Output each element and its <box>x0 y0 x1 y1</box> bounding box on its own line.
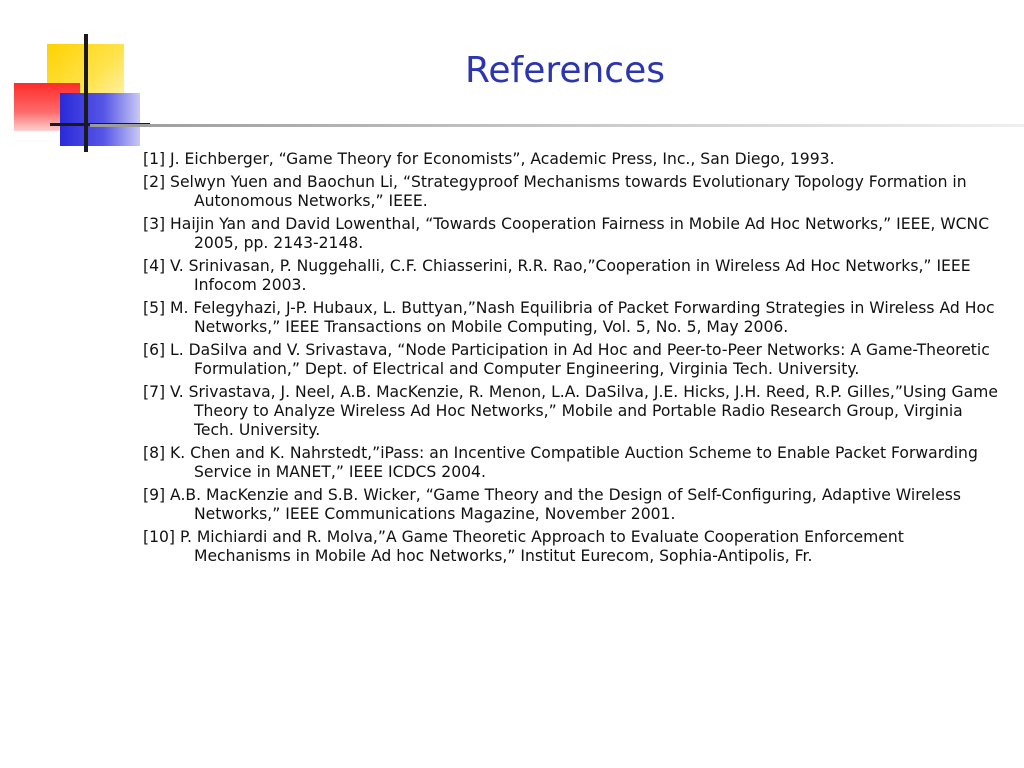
reference-item: [3] Haijin Yan and David Lowenthal, “Towards Cooperation Fairness in Mobile Ad Hoc Networks,” IEEE, WCNC 2005, pp. 2143-2148. <box>143 215 990 252</box>
reference-item: [10] P. Michiardi and R. Molva,”A Game Theoretic Approach to Evaluate Cooperation Enforcement Mechanisms in Mobile Ad hoc Networks,” Institut Eurecom, Sophia-Antipolis, Fr. <box>143 528 904 565</box>
reference-item: [5] M. Felegyhazi, J-P. Hubaux, L. Buttyan,”Nash Equilibria of Packet Forwarding Strategies in Wireless Ad Hoc Networks,” IEEE Transactions on Mobile Computing, Vol. 5, No. 5, May 2006. <box>143 299 995 336</box>
title-divider <box>90 124 1024 127</box>
logo-vertical-line <box>84 34 88 152</box>
corner-logo-graphic <box>0 0 150 160</box>
slide-title: References <box>464 50 666 91</box>
logo-blue-square <box>60 93 140 146</box>
reference-item: [1] J. Eichberger, “Game Theory for Economists”, Academic Press, Inc., San Diego, 1993. <box>143 150 835 168</box>
reference-item: [2] Selwyn Yuen and Baochun Li, “Strategyproof Mechanisms towards Evolutionary Topology Formation in Autonomous Networks,” IEEE. <box>143 173 967 210</box>
reference-item: [6] L. DaSilva and V. Srivastava, “Node Participation in Ad Hoc and Peer-to-Peer Networks: A Game-Theoretic Formulation,” Dept. of Electrical and Computer Engineering, Virginia Tech. University. <box>143 341 990 378</box>
reference-item: [4] V. Srinivasan, P. Nuggehalli, C.F. Chiasserini, R.R. Rao,”Cooperation in Wireless Ad Hoc Networks,” IEEE Infocom 2003. <box>143 257 971 294</box>
reference-item: [8] K. Chen and K. Nahrstedt,”iPass: an Incentive Compatible Auction Scheme to Enable Packet Forwarding Service in MANET,” IEEE ICDCS 2004. <box>143 444 978 481</box>
reference-list <box>143 150 1003 570</box>
reference-item: [9] A.B. MacKenzie and S.B. Wicker, “Game Theory and the Design of Self-Configuring, Adaptive Wireless Networks,” IEEE Communications Magazine, November 2001. <box>143 486 962 523</box>
reference-item: [7] V. Srivastava, J. Neel, A.B. MacKenzie, R. Menon, L.A. DaSilva, J.E. Hicks, J.H. Reed, R.P. Gilles,”Using Game Theory to Analyze Wireless Ad Hoc Networks,” Mobile and Portable Radio Research Group, Virginia Tech. University. <box>143 383 998 439</box>
